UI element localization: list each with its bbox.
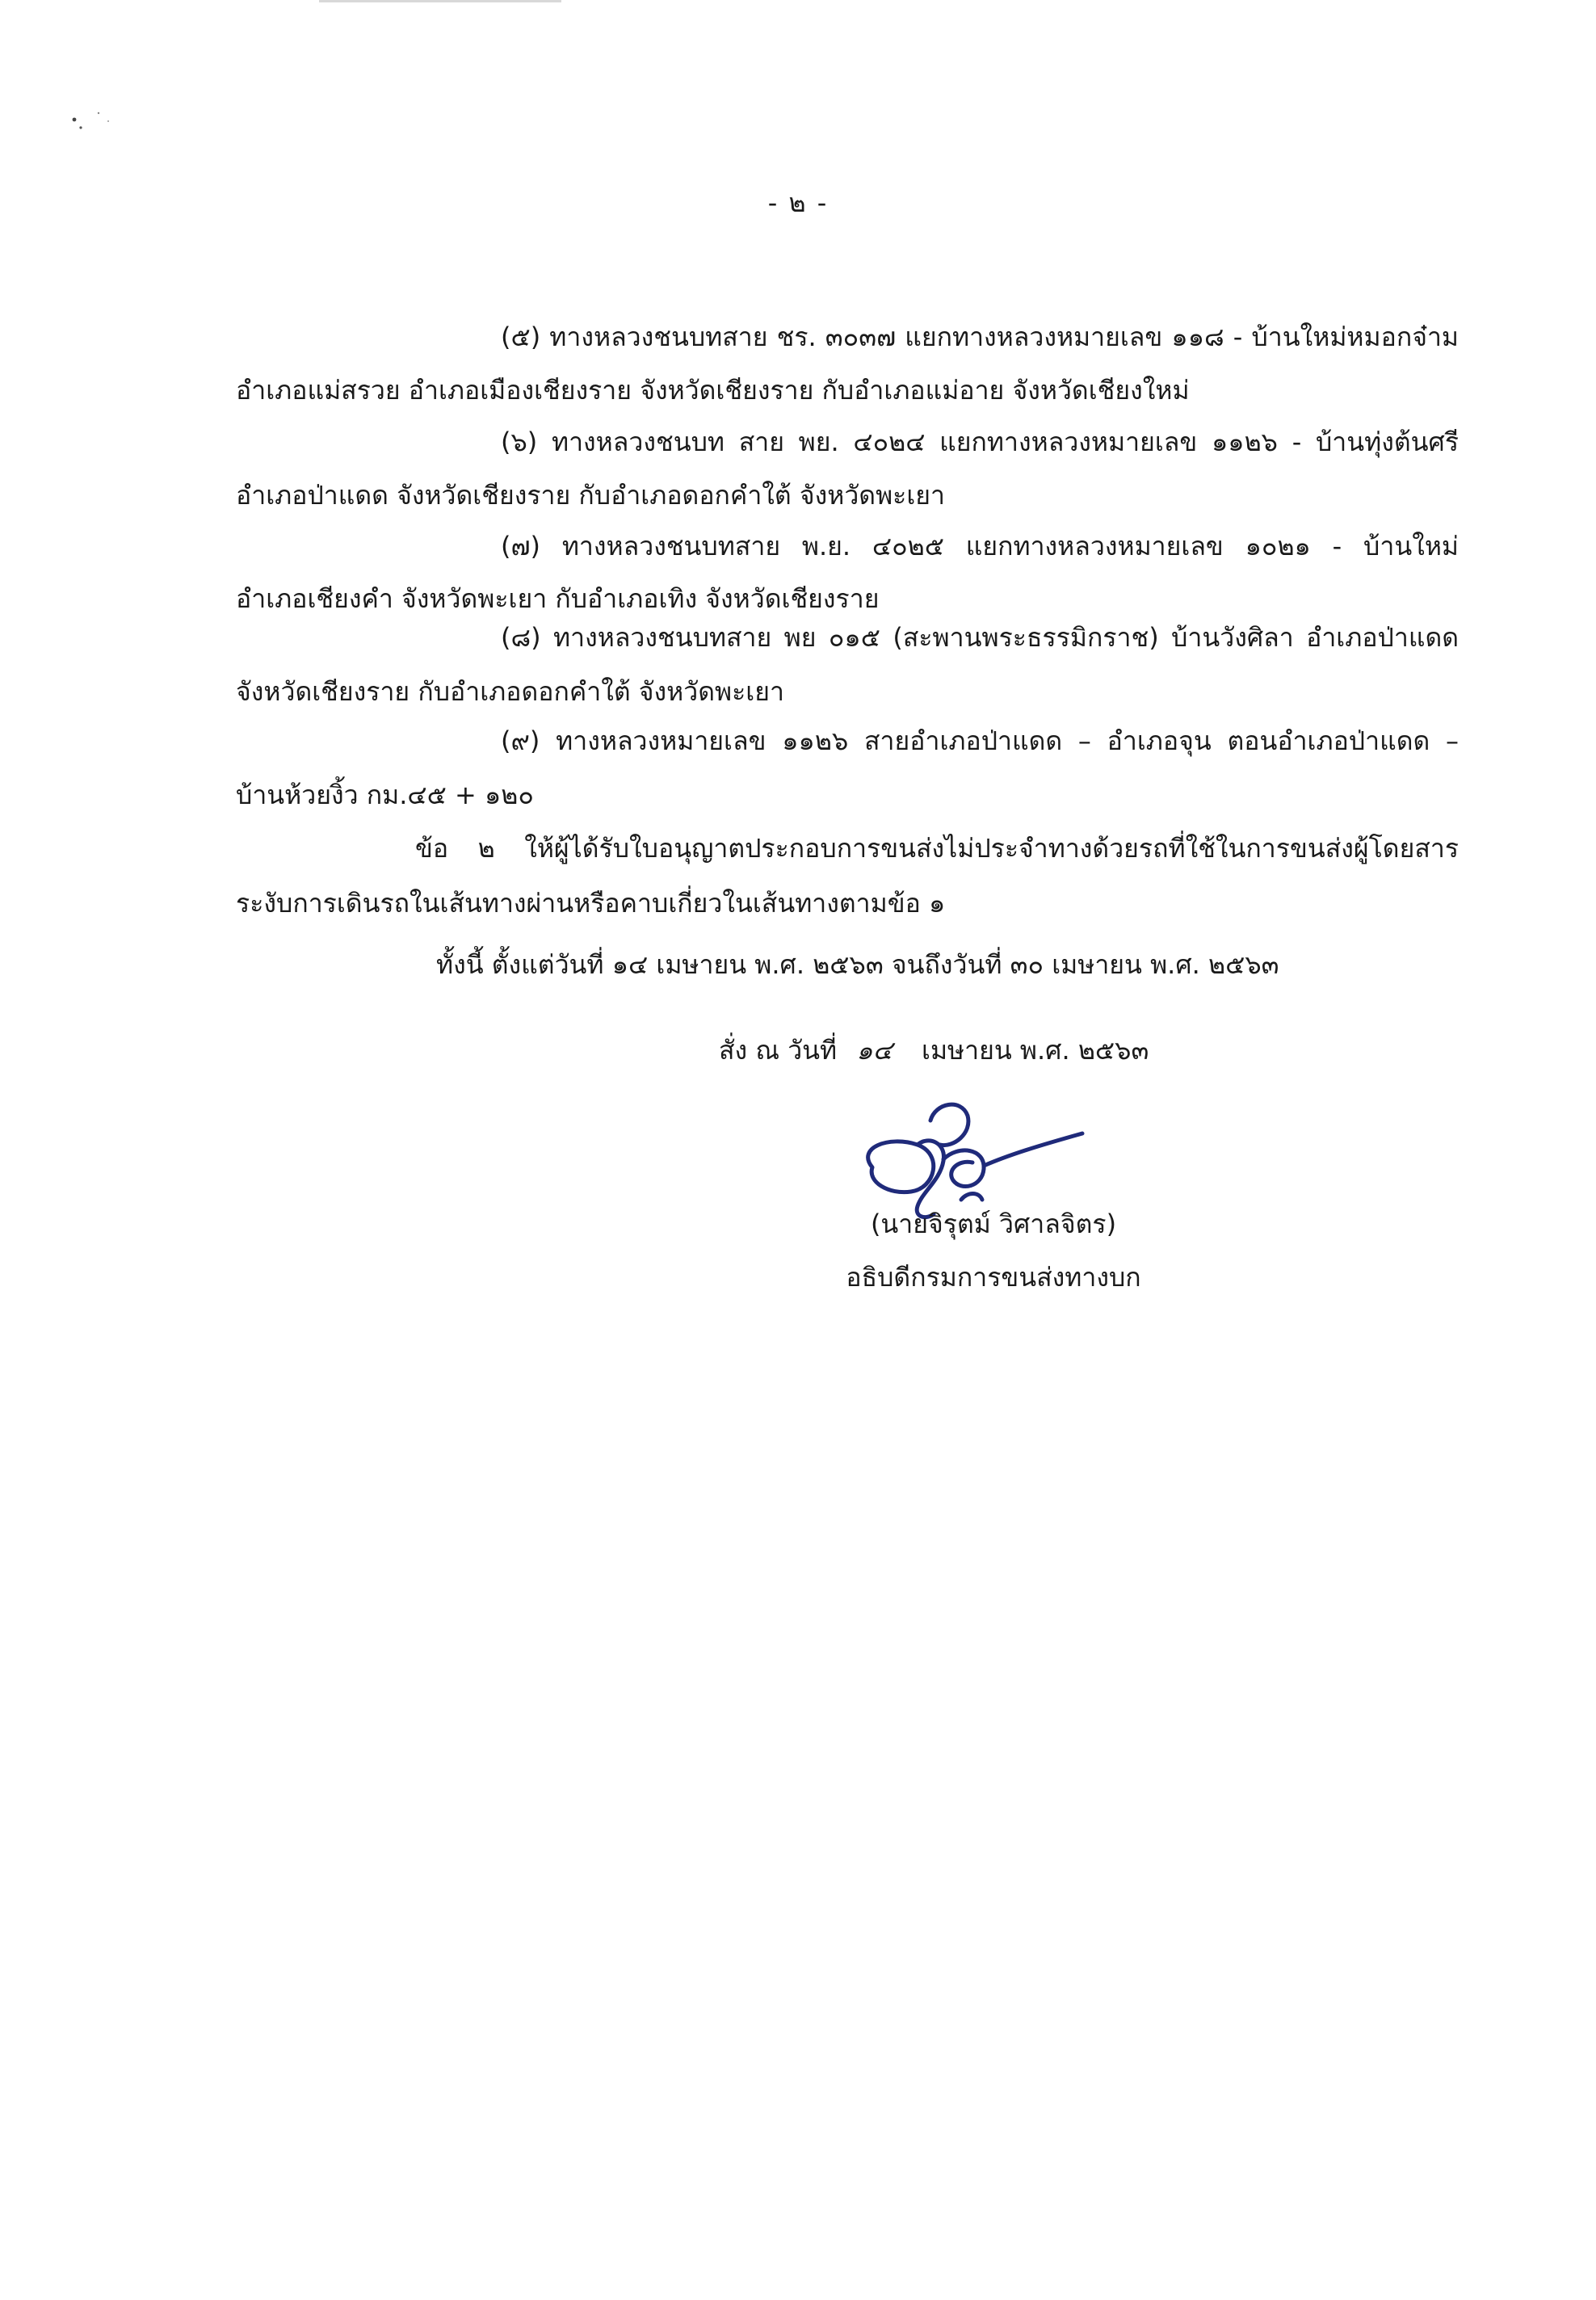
item-5-first-line: (๕) ทางหลวงชนบทสาย ชร. ๓๐๓๗ แยกทางหลวงหมายเลข ๑๑๘ - บ้านใหม่หมอกจ๋าม — [501, 322, 1459, 352]
signer-name: (นายจิรุตม์ วิศาลจิตร) — [870, 1209, 1117, 1239]
ordered-prefix: สั่ง ณ วันที่ — [719, 1035, 838, 1066]
item-7-rest-line: อำเภอเชียงคำ จังหวัดพะเยา กับอำเภอเทิง จังหวัดเชียงราย — [236, 583, 880, 614]
ordered-suffix: เมษายน พ.ศ. ๒๕๖๓ — [922, 1035, 1149, 1066]
clause-2-rest-line: ระงับการเดินรถในเส้นทางผ่านหรือคาบเกี่ยวในเส้นทางตามข้อ ๑ — [236, 888, 946, 919]
item-9-rest-line: บ้านห้วยงิ้ว กม.๔๕ + ๑๒๐ — [236, 780, 534, 810]
item-9-first-line: (๙) ทางหลวงหมายเลข ๑๑๒๖ สายอำเภอป่าแดด – อำเภอจุน ตอนอำเภอป่าแดด – — [501, 725, 1459, 756]
ordered-date-line — [719, 1031, 1149, 1070]
item-6-rest-line: อำเภอป่าแดด จังหวัดเชียงราย กับอำเภอดอกคำใต้ จังหวัดพะเยา — [236, 480, 946, 511]
page-number: - ๒ - — [767, 187, 829, 218]
item-6-first-line: (๖) ทางหลวงชนบท สาย พย. ๔๐๒๔ แยกทางหลวงหมายเลข ๑๑๒๖ - บ้านทุ่งต้นศรี — [501, 427, 1459, 457]
ordered-day-handwritten: ๑๔ — [856, 1035, 892, 1066]
scan-edge-mark — [319, 0, 561, 2]
signer-title: อธิบดีกรมการขนส่งทางบก — [846, 1262, 1141, 1293]
clause-2-first-line: ข้อ ๒ ให้ผู้ได้รับใบอนุญาตประกอบการขนส่งไม่ประจำทางด้วยรถที่ใช้ในการขนส่งผู้โดยสาร — [415, 833, 1459, 864]
item-8-first-line: (๘) ทางหลวงชนบทสาย พย ๐๑๕ (สะพานพระธรรมิกราช) บ้านวังศิลา อำเภอป่าแดด — [501, 622, 1459, 653]
scan-speck — [66, 103, 115, 136]
item-8-rest-line: จังหวัดเชียงราย กับอำเภอดอกคำใต้ จังหวัดพะเยา — [236, 676, 784, 707]
item-5-rest-line: อำเภอแม่สรวย อำเภอเมืองเชียงราย จังหวัดเชียงราย กับอำเภอแม่อาย จังหวัดเชียงใหม่ — [236, 375, 1190, 406]
effective-period-line: ทั้งนี้ ตั้งแต่วันที่ ๑๔ เมษายน พ.ศ. ๒๕๖๓ จนถึงวันที่ ๓๐ เมษายน พ.ศ. ๒๕๖๓ — [436, 949, 1279, 980]
item-7-first-line: (๗) ทางหลวงชนบทสาย พ.ย. ๔๐๒๕ แยกทางหลวงหมายเลข ๑๐๒๑ - บ้านใหม่ — [501, 531, 1460, 561]
